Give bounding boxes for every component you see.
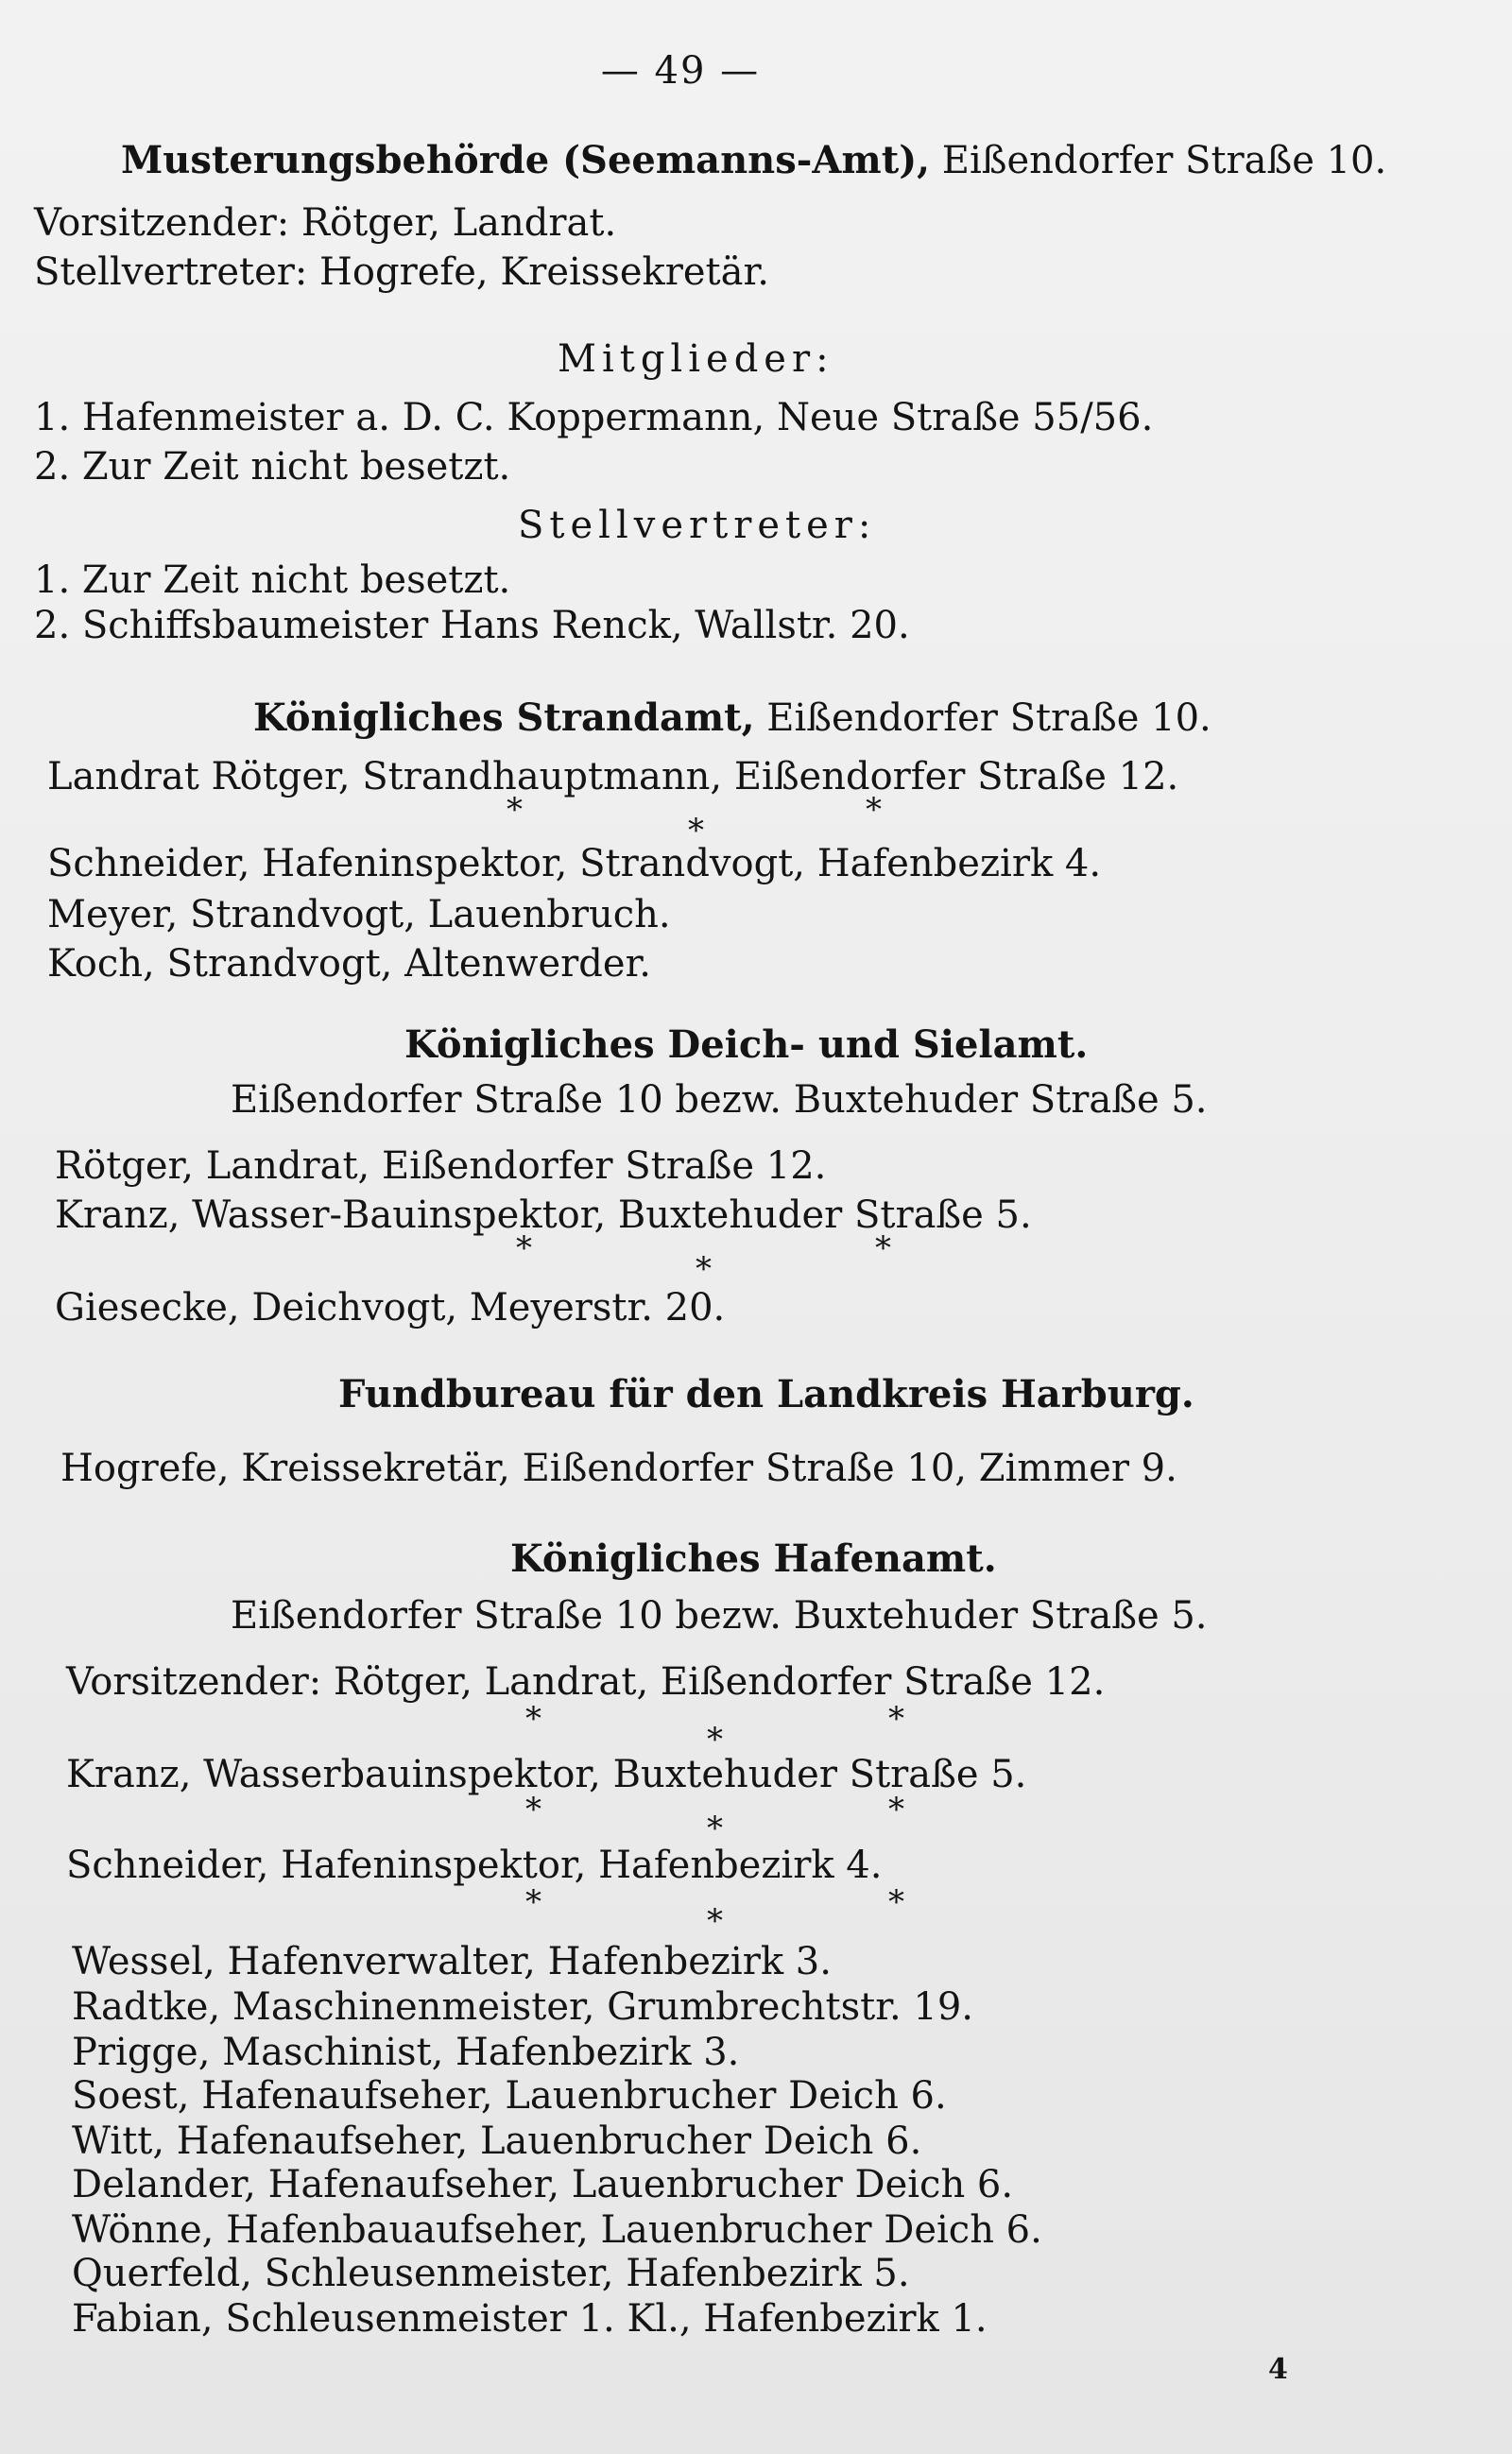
hafenamt-staff: Querfeld, Schleusenmeister, Hafenbezirk 5. [72,2252,910,2295]
members-title: Mitglieder: [558,337,834,381]
strandamt-landrat: Landrat Rötger, Strandhauptmann, Eißendorfer Straße 12. [47,755,1179,798]
asterisk: * [707,1721,723,1759]
musterung-title: Musterungsbehörde (Seemanns-Amt), [121,138,931,182]
hafenamt-chair: Vorsitzender: Rötger, Landrat, Eißendorfer Straße 12. [66,1660,1106,1704]
member-item: 1. Hafenmeister a. D. C. Koppermann, Neue Straße 55/56. [34,396,1154,439]
section-header-strandamt [253,695,1211,741]
hafenamt-staff: Delander, Hafenaufseher, Lauenbrucher Deich 6. [72,2163,1014,2206]
hafenamt-kranz: Kranz, Wasserbauinspektor, Buxtehuder Straße 5. [66,1753,1027,1796]
asterisk: * [525,1883,541,1921]
signature-mark: 4 [1268,2353,1288,2386]
strandamt-entry: Koch, Strandvogt, Altenwerder. [47,942,652,986]
hafenamt-staff: Wessel, Hafenverwalter, Hafenbezirk 3. [72,1940,832,1983]
asterisk: * [866,791,882,829]
hafenamt-schneider: Schneider, Hafeninspektor, Hafenbezirk 4. [66,1844,883,1887]
fundbureau-entry: Hogrefe, Kreissekretär, Eißendorfer Straße 10, Zimmer 9. [60,1447,1177,1490]
deichamt-entry: Kranz, Wasser-Bauinspektor, Buxtehuder Straße 5. [55,1193,1032,1237]
hafenamt-staff: Prigge, Maschinist, Hafenbezirk 3. [72,2031,740,2074]
strandamt-address: Eißendorfer Straße 10. [754,696,1211,740]
hafenamt-staff: Soest, Hafenaufseher, Lauenbrucher Deich 6. [72,2074,947,2118]
section-header-fundbureau: Fundbureau für den Landkreis Harburg. [338,1372,1194,1416]
asterisk: * [888,1700,904,1738]
asterisk: * [888,1883,904,1921]
page-number: — 49 — [600,49,761,93]
musterung-address: Eißendorfer Straße 10. [930,139,1387,182]
hafenamt-staff: Wönne, Hafenbauaufseher, Lauenbrucher Deich 6. [72,2208,1042,2252]
asterisk: * [707,1902,723,1940]
hafenamt-staff: Witt, Hafenaufseher, Lauenbrucher Deich 6. [72,2119,922,2163]
deputies-title: Stellvertreter: [518,504,877,547]
asterisk: * [875,1229,891,1267]
member-item: 2. Zur Zeit nicht besetzt. [34,445,511,489]
deichamt-address: Eißendorfer Straße 10 bezw. Buxtehuder Straße 5. [231,1078,1208,1122]
musterung-chair: Vorsitzender: Rötger, Landrat. [34,201,617,245]
asterisk: * [525,1791,541,1828]
asterisk: * [888,1791,904,1828]
strandamt-entry: Schneider, Hafeninspektor, Strandvogt, Hafenbezirk 4. [47,842,1102,885]
strandamt-entry: Meyer, Strandvogt, Lauenbruch. [47,893,671,936]
section-header-hafenamt: Königliches Hafenamt. [510,1536,997,1581]
section-header-deichamt: Königliches Deich- und Sielamt. [404,1022,1089,1067]
deputy-item: 1. Zur Zeit nicht besetzt. [34,558,511,602]
asterisk: * [516,1229,532,1267]
asterisk: * [507,791,523,829]
asterisk: * [707,1810,723,1847]
asterisk: * [525,1700,541,1738]
deichamt-entry: Giesecke, Deichvogt, Meyerstr. 20. [55,1286,726,1330]
hafenamt-staff: Fabian, Schleusenmeister 1. Kl., Hafenbezirk 1. [72,2297,988,2341]
strandamt-title: Königliches Strandamt, [253,695,755,740]
hafenamt-staff: Radtke, Maschinenmeister, Grumbrechtstr. 19. [72,1985,973,2029]
musterung-deputy: Stellvertreter: Hogrefe, Kreissekretär. [34,250,769,294]
deputy-item: 2. Schiffsbaumeister Hans Renck, Wallstr. 20. [34,604,910,647]
hafenamt-address: Eißendorfer Straße 10 bezw. Buxtehuder Straße 5. [231,1594,1208,1638]
asterisk: * [688,812,704,849]
asterisk: * [696,1250,712,1288]
deichamt-entry: Rötger, Landrat, Eißendorfer Straße 12. [55,1144,827,1188]
section-header-musterung [121,138,1386,183]
